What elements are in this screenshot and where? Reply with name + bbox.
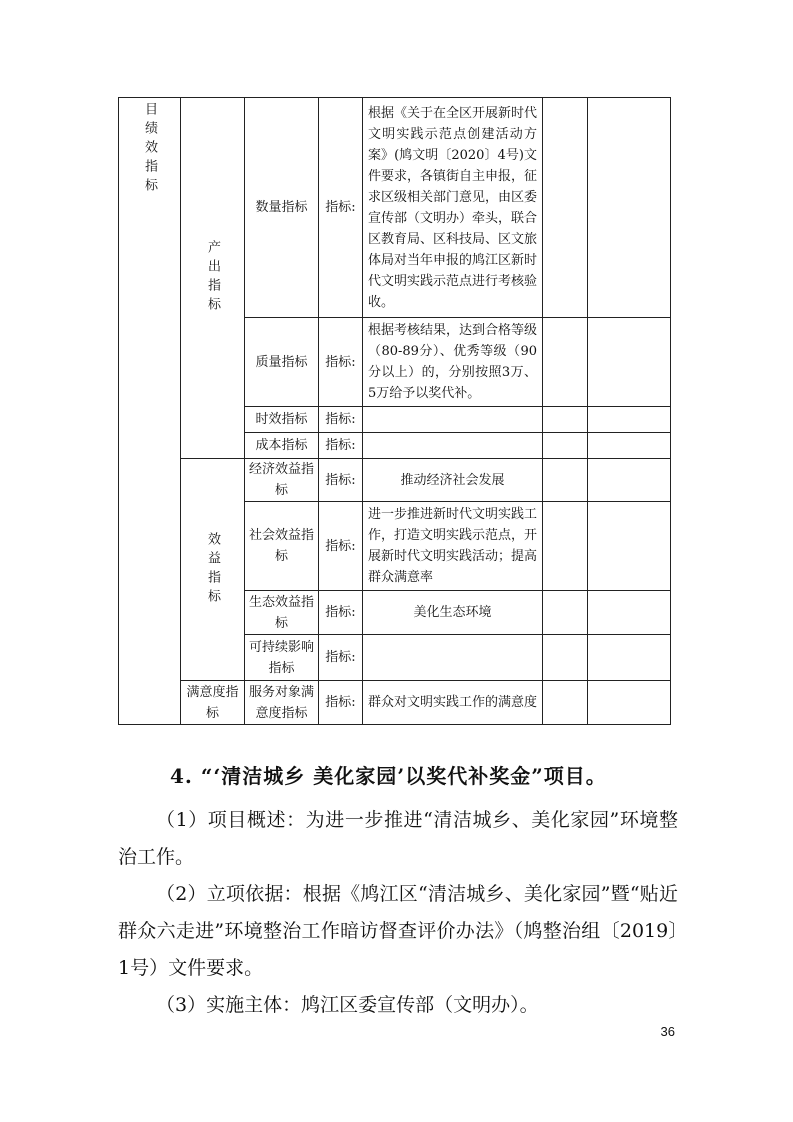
service-indicator-name: 服务对象满意度指标 [245, 681, 319, 725]
empty-cell [543, 98, 588, 318]
paragraph-overview: （1）项目概述：为进一步推进“清洁城乡、美化家园”环境整治工作。 [118, 809, 678, 868]
empty-cell [543, 591, 588, 635]
ecological-indicator-value: 美化生态环境 [363, 591, 543, 635]
timeliness-indicator-label: 指标: [319, 407, 363, 433]
cost-indicator-name: 成本指标 [245, 433, 319, 459]
empty-cell [543, 681, 588, 725]
output-group-cell [181, 98, 245, 459]
level1-indicator-label: 目绩效指标 [142, 102, 157, 197]
section-heading: 4. “‘清洁城乡 美化家园’以奖代补奖金”项目。 [170, 764, 607, 788]
quality-indicator-name: 质量指标 [245, 318, 319, 407]
satisfaction-group-label: 满意度指标 [181, 681, 245, 725]
social-indicator-value: 进一步推进新时代文明实践工作，打造文明实践示范点，开展新时代文明实践活动；提高群众满意率 [363, 502, 543, 591]
service-indicator-label: 指标: [319, 681, 363, 725]
timeliness-indicator-name: 时效指标 [245, 407, 319, 433]
quality-indicator-value: 根据考核结果，达到合格等级（80-89分）、优秀等级（90分以上）的，分别按照3万、5万给予以奖代补。 [363, 318, 543, 407]
empty-cell [588, 681, 671, 725]
empty-cell [543, 502, 588, 591]
cost-indicator-label: 指标: [319, 433, 363, 459]
quantity-indicator-value: 根据《关于在全区开展新时代文明实践示范点创建活动方案》(鸠文明〔2020〕4号)文件要求，各镇街自主申报，征求区级相关部门意见，由区委宣传部（文明办）牵头，联合区教育局、区科技局、区文旅体局对当年申报的鸠江区新时代文明实践示范点进行考核验收。 [363, 98, 543, 318]
cost-indicator-value [363, 433, 543, 459]
level1-indicator-cell [119, 98, 181, 725]
sustainable-indicator-name: 可持续影响指标 [245, 635, 319, 681]
quality-indicator-label: 指标: [319, 318, 363, 407]
empty-cell [588, 502, 671, 591]
sustainable-indicator-label: 指标: [319, 635, 363, 681]
output-group-label: 产出指标 [205, 240, 220, 316]
empty-cell [588, 407, 671, 433]
empty-cell [543, 433, 588, 459]
social-indicator-name: 社会效益指标 [245, 502, 319, 591]
empty-cell [543, 635, 588, 681]
empty-cell [543, 407, 588, 433]
empty-cell [588, 459, 671, 502]
empty-cell [543, 318, 588, 407]
performance-indicator-table [118, 97, 671, 725]
social-indicator-label: 指标: [319, 502, 363, 591]
benefit-group-label: 效益指标 [205, 531, 220, 608]
paragraph-basis: （2）立项依据：根据《鸠江区“清洁城乡、美化家园”暨“贴近群众六走进”环境整治工作暗访督查评价办法》（鸠整治组〔2019〕1号）文件要求。 [118, 883, 678, 979]
empty-cell [588, 433, 671, 459]
ecological-indicator-name: 生态效益指标 [245, 591, 319, 635]
empty-cell [588, 635, 671, 681]
economic-indicator-value: 推动经济社会发展 [363, 459, 543, 502]
economic-indicator-label: 指标: [319, 459, 363, 502]
empty-cell [543, 459, 588, 502]
benefit-group-cell [181, 459, 245, 681]
ecological-indicator-label: 指标: [319, 591, 363, 635]
paragraph-subject: （3）实施主体：鸠江区委宣传部（文明办）。 [156, 994, 539, 1016]
empty-cell [588, 318, 671, 407]
timeliness-indicator-value [363, 407, 543, 433]
service-indicator-value: 群众对文明实践工作的满意度 [363, 681, 543, 725]
empty-cell [588, 98, 671, 318]
empty-cell [588, 591, 671, 635]
quantity-indicator-label: 指标: [319, 98, 363, 318]
page-number: 36 [660, 1024, 675, 1039]
economic-indicator-name: 经济效益指标 [245, 459, 319, 502]
sustainable-indicator-value [363, 635, 543, 681]
quantity-indicator-name: 数量指标 [245, 98, 319, 318]
